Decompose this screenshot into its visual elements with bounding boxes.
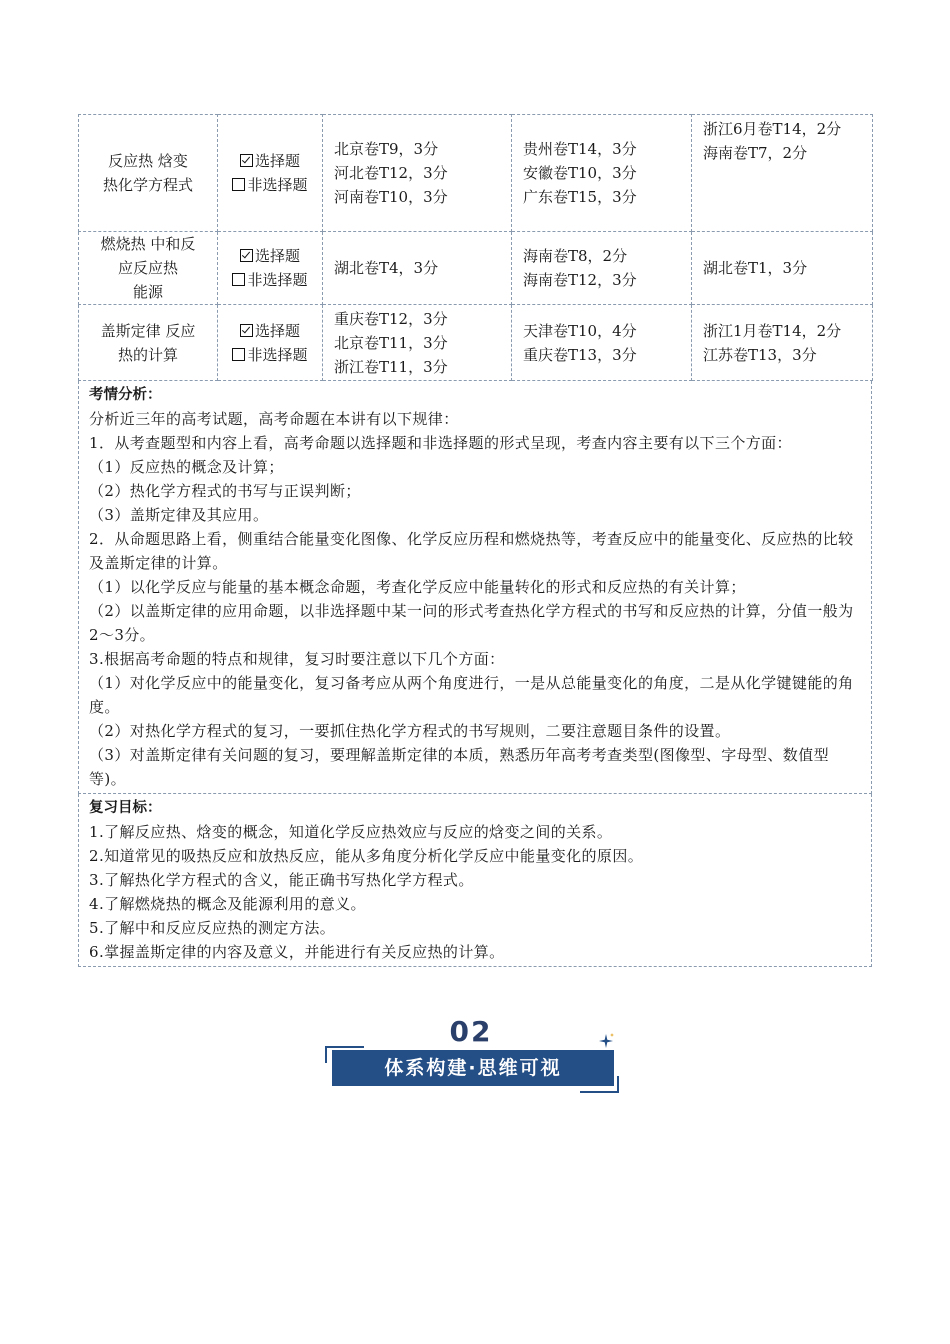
exam-entry: 浙江1月卷T14，2分	[703, 321, 842, 340]
table-row	[79, 232, 873, 305]
analysis-line: （1）以化学反应与能量的基本概念命题，考查化学反应中能量转化的形式和反应热的有关计算；	[89, 578, 746, 596]
sparkle-icon	[598, 1033, 614, 1049]
nonchoice-label: 非选择题	[247, 271, 308, 289]
empty-box-icon	[232, 273, 245, 286]
exam-entry: 重庆卷T12，3分	[334, 309, 448, 328]
exam-entry: 北京卷T11，3分	[334, 333, 448, 352]
section-title: 体系构建·思维可视	[332, 1050, 614, 1086]
exam-entry: 重庆卷T13，3分	[523, 345, 637, 364]
year2-cell	[512, 232, 692, 305]
exam-entry: 海南卷T7，2分	[703, 144, 808, 162]
analysis-line: （2）对热化学方程式的复习，一要抓住热化学方程式的书写规则，二要注意题目条件的设置。	[89, 722, 731, 740]
topic-line: 反应热 焓变	[108, 152, 188, 170]
analysis-line: 3.根据高考命题的特点和规律，复习时要注意以下几个方面：	[89, 650, 505, 668]
topic-line: 热化学方程式	[102, 176, 193, 194]
analysis-section	[78, 381, 872, 794]
choice-label: 选择题	[254, 247, 300, 265]
exam-entry: 海南卷T12，3分	[523, 271, 637, 289]
exam-entry: 广东卷T15，3分	[523, 188, 637, 206]
section-number: 02	[449, 1015, 493, 1048]
year3-cell	[692, 115, 873, 232]
checked-box-icon	[240, 249, 253, 262]
exam-distribution-table	[78, 114, 873, 381]
question-type-cell	[218, 232, 323, 305]
year2-cell	[512, 115, 692, 232]
year1-cell	[323, 232, 512, 305]
checked-box-icon	[240, 324, 253, 337]
goal-line: 6.掌握盖斯定律的内容及意义，并能进行有关反应热的计算。	[89, 943, 505, 961]
empty-box-icon	[232, 348, 245, 361]
topic-cell	[79, 115, 218, 232]
year2-cell	[512, 305, 692, 381]
topic-cell	[79, 232, 218, 305]
exam-entry: 天津卷T10，4分	[523, 321, 637, 340]
goal-line: 2.知道常见的吸热反应和放热反应，能从多角度分析化学反应中能量变化的原因。	[89, 847, 644, 865]
topic-line: 盖斯定律 反应	[100, 321, 196, 340]
analysis-line: （3）对盖斯定律有关问题的复习，要理解盖斯定律的本质，熟悉历年高考考查类型(图像型、字母型、数值型等)。	[89, 746, 830, 788]
exam-entry: 河北卷T12，3分	[334, 164, 448, 182]
exam-entry: 海南卷T8，2分	[523, 247, 628, 265]
topic-line: 热的计算	[117, 345, 178, 364]
goal-line: 4.了解燃烧热的概念及能源利用的意义。	[89, 895, 366, 913]
analysis-line: 1．从考查题型和内容上看，高考命题以选择题和非选择题的形式呈现，考查内容主要有以下三个方面：	[89, 434, 792, 452]
analysis-heading: 考情分析：	[89, 387, 162, 403]
exam-entry: 江苏卷T13，3分	[703, 345, 817, 364]
topic-line: 燃烧热 中和反	[100, 235, 196, 253]
section-banner	[326, 1015, 626, 1095]
analysis-line: （3）盖斯定律及其应用。	[89, 506, 269, 524]
nonchoice-label: 非选择题	[247, 176, 308, 194]
choice-label: 选择题	[254, 321, 300, 340]
empty-box-icon	[232, 178, 245, 191]
analysis-line: （1）对化学反应中的能量变化，复习备考应从两个角度进行，一是从总能量变化的角度，二是从化学键键能的角度。	[89, 674, 854, 716]
table-row	[79, 115, 873, 232]
goals-heading: 复习目标：	[89, 800, 162, 816]
choice-label: 选择题	[254, 152, 300, 170]
analysis-line: （1）反应热的概念及计算；	[89, 458, 284, 476]
review-goals-section	[78, 794, 872, 967]
analysis-line: 2．从命题思路上看，侧重结合能量变化图像、化学反应历程和燃烧热等，考查反应中的能量变化、反应热的比较及盖斯定律的计算。	[89, 530, 854, 572]
exam-entry: 河南卷T10，3分	[334, 188, 448, 206]
goal-line: 1.了解反应热、焓变的概念，知道化学反应热效应与反应的焓变之间的关系。	[89, 823, 613, 841]
analysis-line: （2）以盖斯定律的应用命题，以非选择题中某一问的形式考查热化学方程式的书写和反应热的计算，分值一般为2～3分。	[89, 602, 854, 644]
exam-entry: 贵州卷T14，3分	[523, 140, 637, 158]
exam-entry: 安徽卷T10，3分	[523, 164, 637, 182]
topic-line: 应反应热	[117, 259, 178, 277]
table-row	[79, 305, 873, 381]
analysis-line: 分析近三年的高考试题，高考命题在本讲有以下规律：	[89, 410, 459, 428]
nonchoice-label: 非选择题	[247, 345, 308, 364]
topic-line: 能源	[132, 283, 163, 301]
exam-entry: 浙江6月卷T14，2分	[703, 120, 842, 138]
checked-box-icon	[240, 154, 253, 167]
goal-line: 5.了解中和反应反应热的测定方法。	[89, 919, 336, 937]
year3-cell	[692, 232, 873, 305]
exam-entry: 湖北卷T4，3分	[334, 259, 439, 277]
analysis-line: （2）热化学方程式的书写与正误判断；	[89, 482, 361, 500]
year3-cell	[692, 305, 873, 381]
year1-cell	[323, 115, 512, 232]
document-sheet	[78, 114, 872, 967]
year1-cell	[323, 305, 512, 381]
goal-line: 3.了解热化学方程式的含义，能正确书写热化学方程式。	[89, 871, 474, 889]
exam-entry: 浙江卷T11，3分	[334, 357, 448, 376]
question-type-cell	[218, 305, 323, 381]
question-type-cell	[218, 115, 323, 232]
exam-entry: 北京卷T9，3分	[334, 140, 439, 158]
exam-entry: 湖北卷T1，3分	[703, 259, 808, 277]
topic-cell	[79, 305, 218, 381]
